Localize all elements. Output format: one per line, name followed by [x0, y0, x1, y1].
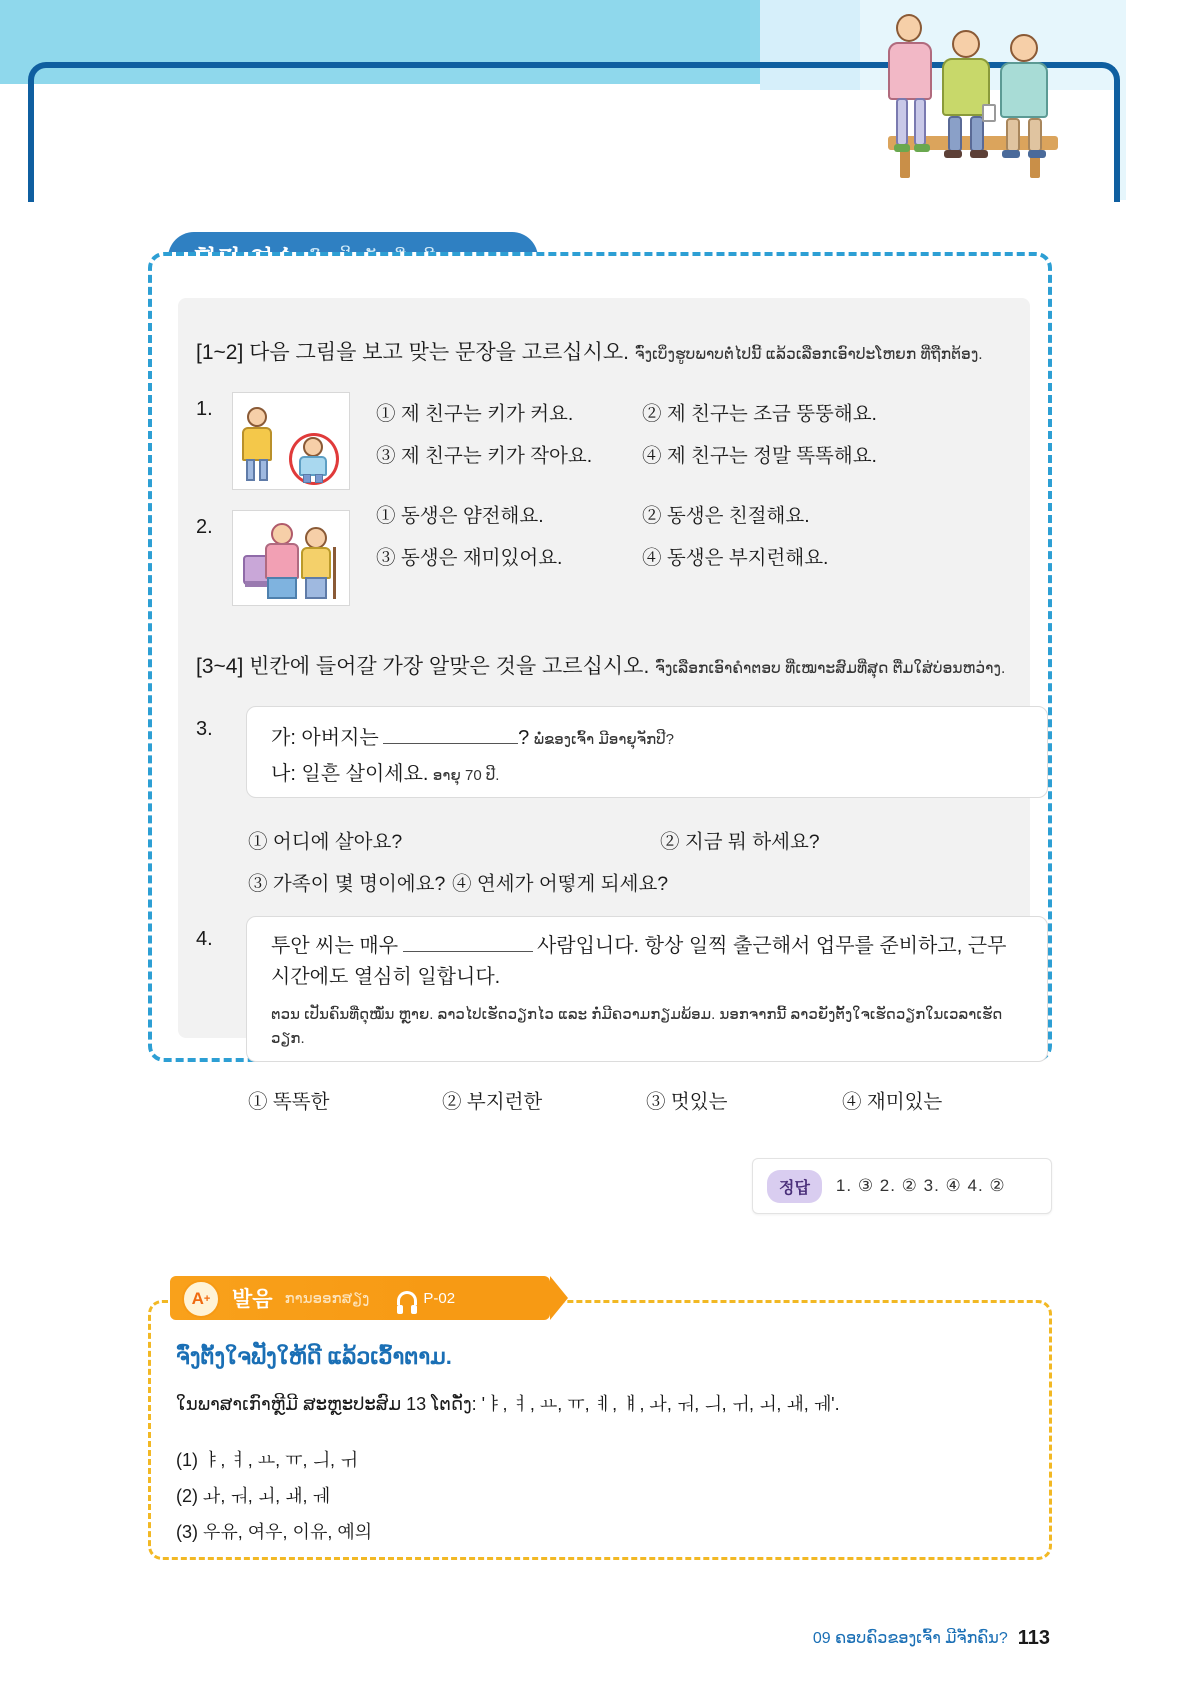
instruction-q1-2-ko: [1~2] 다음 그림을 보고 맞는 문장을 고르십시오. — [196, 341, 629, 364]
three-people-bench-illustration — [870, 8, 1070, 188]
q3-blank[interactable] — [383, 726, 518, 744]
q3-line2-lo: ອາຍຸ 70 ປີ. — [432, 767, 500, 784]
question-2-choice-3[interactable]: ③ 동생은 재미있어요. — [376, 547, 563, 569]
question-3-choice-1[interactable]: ① 어디에 살아요? — [248, 831, 403, 853]
answer-key-strip — [752, 1158, 1052, 1214]
headphone-icon — [397, 1291, 417, 1305]
q3-line1-lo: ພໍ່ຂອງເຈົ້າ ມີອາຍຸຈັກປີ? — [533, 731, 674, 748]
question-3-choice-4[interactable]: ④ 연세가 어떻게 되세요? — [452, 873, 669, 895]
q4-blank[interactable] — [403, 934, 533, 952]
question-4-number: 4. — [196, 928, 213, 950]
pronunciation-title-ko: 발음 — [232, 1288, 273, 1311]
question-2-choice-2[interactable]: ② 동생은 친절해요. — [642, 505, 810, 527]
audio-track-label: P-02 — [423, 1289, 456, 1307]
page-footer — [0, 1618, 1200, 1658]
question-1-choice-1[interactable]: ① 제 친구는 키가 커요. — [376, 403, 574, 425]
header-right-mask — [1126, 0, 1200, 200]
question-4-choice-1[interactable]: ① 똑똑한 — [248, 1091, 330, 1113]
audio-track-chip[interactable] — [397, 1290, 455, 1307]
question-3-number: 3. — [196, 718, 213, 740]
pronunciation-item-2: (2) ㅘ, ㅝ, ㅚ, ㅙ, ㅞ — [176, 1486, 330, 1506]
instruction-q1-2-lo: ຈົ່ງເບິ່ງຮູບພາບຕໍ່ໄປນີ້ ແລ້ວເລືອກເອົາປະໂຫຍກ ທີ່ຖືກຕ້ອງ. — [634, 346, 983, 363]
answer-key-text: 1. ③ 2. ② 3. ④ 4. ② — [835, 1176, 1006, 1195]
q3-line1-ko-post: ? — [518, 727, 530, 749]
q3-line1-ko-pre: 가: 아버지는 — [271, 727, 379, 749]
instruction-q1-2 — [196, 336, 983, 366]
cup-icon — [982, 104, 996, 122]
question-3-choice-2[interactable]: ② 지금 뭐 하세요? — [660, 831, 820, 853]
bench-leg-left — [900, 148, 910, 178]
q3-line2-ko: 나: 일흔 살이세요. — [271, 763, 429, 785]
answer-badge: 정답 — [767, 1170, 822, 1203]
question-4-choice-4[interactable]: ④ 재미있는 — [842, 1091, 943, 1113]
instruction-q3-4-ko: [3~4] 빈칸에 들어갈 가장 알맞은 것을 고르십시오. — [196, 655, 650, 678]
pronunciation-item-3: (3) 우유, 여우, 이유, 예의 — [176, 1522, 373, 1542]
pronunciation-item-1: (1) ㅑ, ㅕ, ㅛ, ㅠ, ㅢ, ㅟ — [176, 1450, 358, 1470]
question-2-choice-1[interactable]: ① 동생은 얌전해요. — [376, 505, 544, 527]
question-1-choice-2[interactable]: ② 제 친구는 조금 뚱뚱해요. — [642, 403, 877, 425]
q4-passage-pre: 투안 씨는 매우 — [271, 935, 399, 957]
question-1-choice-3[interactable]: ③ 제 친구는 키가 작아요. — [376, 445, 593, 467]
question-4-choice-2[interactable]: ② 부지런한 — [442, 1091, 543, 1113]
question-1-number: 1. — [196, 398, 213, 420]
page-header-band — [0, 0, 1200, 200]
page-number: 113 — [1017, 1626, 1050, 1649]
question-1-choice-4[interactable]: ④ 제 친구는 정말 똑똑해요. — [642, 445, 877, 467]
question-3-choice-3[interactable]: ③ 가족이 몇 명이에요? — [248, 873, 446, 895]
question-2-choice-4[interactable]: ④ 동생은 부지런해요. — [642, 547, 829, 569]
footer-chapter-title: 09 ຄອບຄົວຂອງເຈົ້າ ມີຈັກຄົນ? — [812, 1630, 1008, 1647]
question-4-choice-3[interactable]: ③ 멋있는 — [646, 1091, 728, 1113]
pronunciation-title-lo: ການອອກສຽງ — [284, 1290, 370, 1307]
q4-passage-lo: ຕວນ ເປັນຄົນທີ່ດຸໝັ່ນ ຫຼາຍ. ລາວໄປເຮັດວຽກໄວ ແລະ ກໍ່ມີຄວາມກຽມພ້ອມ. ນອກຈາກນີ້ ລາວຍັງຕັ້ງໃຈເຮັດວຽກໃນເວລາເຮັດວຽກ. — [271, 1006, 1003, 1047]
woman-helping-elderly-illustration — [232, 510, 350, 606]
question-3-dialog-box — [246, 706, 1048, 798]
two-people-height-comparison-illustration — [232, 392, 350, 490]
instruction-q3-4-lo: ຈົ່ງເລືອກເອົາຄຳຕອບ ທີ່ເໝາະສົມທີ່ສຸດ ຕື່ມໃສ່ບ່ອນຫວ່າງ. — [655, 660, 1006, 677]
pronunciation-explanation-lo: ໃນພາສາເກົາຫຼີມີ ສະຫຼະປະສົມ 13 ໂຕດັ່ງ: 'ㅑ, ㅕ, ㅛ, ㅠ, ㅖ, ㅒ, ㅘ, ㅝ, ㅢ, ㅟ, ㅚ, ㅙ, ㅞ'. — [176, 1394, 840, 1414]
question-2-number: 2. — [196, 516, 213, 538]
pronunciation-instruction-lo: ຈົ່ງຕັ້ງໃຈຟັງໃຫ້ດີ ແລ້ວເວົ້າຕາມ. — [176, 1344, 452, 1369]
instruction-q3-4 — [196, 650, 1005, 680]
apple-plus-icon — [182, 1280, 220, 1318]
pronunciation-tab — [170, 1276, 550, 1320]
q4-passage-post: 사람입니다. 항상 일찍 출근해서 업무를 준비하고, 근무 시간에도 열심히 일합니다. — [271, 935, 1007, 988]
apple-badge-sup: + — [203, 1293, 211, 1305]
question-4-passage-box — [246, 916, 1048, 1062]
apple-badge-letter: A — [191, 1289, 204, 1308]
